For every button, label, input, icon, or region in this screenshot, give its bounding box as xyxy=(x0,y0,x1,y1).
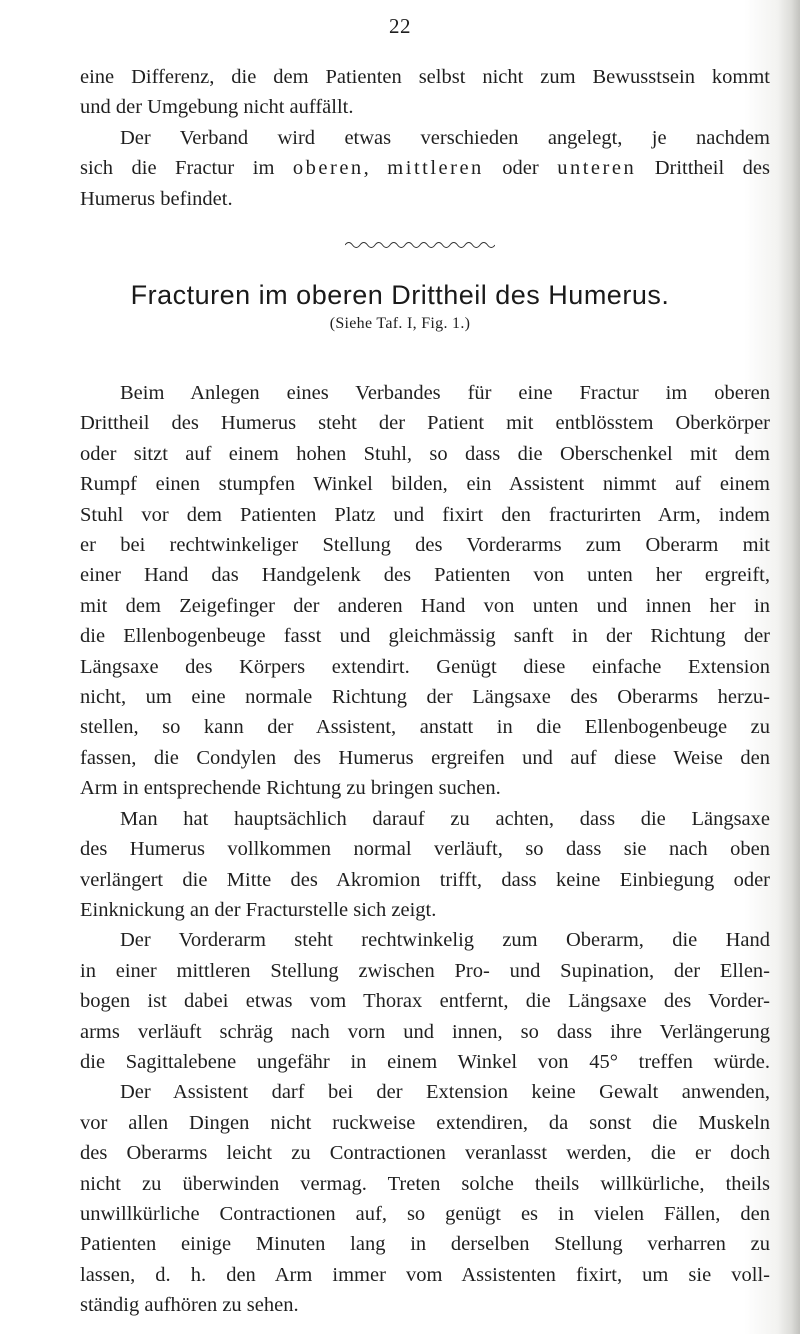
text-line: nicht zu überwinden vermag. Treten solche theils willkürliche, theils xyxy=(80,1172,770,1195)
figure-reference: (Siehe Taf. I, Fig. 1.) xyxy=(329,315,471,332)
spaced-word-unteren: unteren xyxy=(557,157,637,180)
text-line: lassen, d. h. den Arm immer vom Assistenten fixirt, um sie voll- xyxy=(80,1263,770,1286)
text-line: Der Assistent darf bei der Extension keine Gewalt anwenden, xyxy=(120,1081,770,1104)
text-line: fassen, die Condylen des Humerus ergreifen und auf diese Weise den xyxy=(80,746,770,769)
text-line: Stuhl vor dem Patienten Platz und fixirt den fracturirten Arm, indem xyxy=(80,503,770,526)
text-line: Der Verband wird etwas verschieden angelegt, je nachdem xyxy=(120,126,770,149)
text-line: die Sagittalebene ungefähr in einem Winkel von 45° treffen würde. xyxy=(80,1050,770,1073)
text-line: verlängert die Mitte des Akromion trifft, dass keine Einbiegung oder xyxy=(80,868,770,891)
intro-text xyxy=(80,62,770,214)
text-line: ständig aufhören zu sehen. xyxy=(80,1294,299,1317)
text-fragment: Drittheil des xyxy=(636,157,770,180)
text-line: stellen, so kann der Assistent, anstatt in die Ellenbogenbeuge zu xyxy=(80,716,770,739)
spaced-word-oberen: oberen xyxy=(292,157,364,180)
body-text xyxy=(80,378,770,1321)
text-fragment: oder xyxy=(483,157,558,180)
section-title: Fracturen im oberen Drittheil des Humerus. xyxy=(130,280,670,310)
text-line: Humerus befindet. xyxy=(80,187,233,210)
text-line: Patienten einige Minuten lang in derselben Stellung verharren zu xyxy=(80,1233,770,1256)
text-fragment: , xyxy=(363,157,388,180)
text-line: Längsaxe des Körpers extendirt. Genügt diese einfache Extension xyxy=(80,655,770,678)
spaced-word-mittleren: mittleren xyxy=(387,157,484,180)
text-line: er bei rechtwinkeliger Stellung des Vorderarms zum Oberarm mit xyxy=(80,534,770,557)
text-fragment: sich die Fractur im xyxy=(80,157,293,180)
text-line: Der Vorderarm steht rechtwinkelig zum Oberarm, die Hand xyxy=(120,929,770,952)
text-line: nicht, um eine normale Richtung der Längsaxe des Oberarms herzu- xyxy=(80,686,770,709)
text-line: mit dem Zeigefinger der anderen Hand von unten und innen her in xyxy=(80,594,770,617)
text-line: des Oberarms leicht zu Contractionen veranlasst werden, die er doch xyxy=(80,1142,770,1165)
text-line: bogen ist dabei etwas vom Thorax entfernt, die Längsaxe des Vorder- xyxy=(80,990,770,1013)
text-line: die Ellenbogenbeuge fasst und gleichmässig sanft in der Richtung der xyxy=(80,625,770,648)
text-line: Rumpf einen stumpfen Winkel bilden, ein Assistent nimmt auf einem xyxy=(80,473,770,496)
wavy-divider-ornament xyxy=(345,240,495,250)
text-line: vor allen Dingen nicht ruckweise extendiren, da sonst die Muskeln xyxy=(80,1111,770,1134)
text-line-spaced xyxy=(80,153,770,183)
text-line: Beim Anlegen eines Verbandes für eine Fractur im oberen xyxy=(120,382,770,404)
text-line: des Humerus vollkommen normal verläuft, so dass sie nach oben xyxy=(80,838,770,861)
text-line: Man hat hauptsächlich darauf zu achten, dass die Längsaxe xyxy=(120,807,770,830)
text-line: eine Differenz, die dem Patienten selbst nicht zum Bewusstsein kommt xyxy=(80,66,770,88)
text-line: Arm in entsprechende Richtung zu bringen suchen. xyxy=(80,777,501,800)
text-line: oder sitzt auf einem hohen Stuhl, so dass die Oberschenkel mit dem xyxy=(80,442,770,465)
text-line: in einer mittleren Stellung zwischen Pro- und Supination, der Ellen- xyxy=(80,959,770,982)
text-line: unwillkürliche Contractionen auf, so genügt es in vielen Fällen, den xyxy=(80,1202,770,1225)
page-edge-shadow xyxy=(778,0,800,1334)
text-line: einer Hand das Handgelenk des Patienten von unten her ergreift, xyxy=(80,564,770,587)
text-line: Drittheil des Humerus steht der Patient mit entblösstem Oberkörper xyxy=(80,412,770,435)
text-line: arms verläuft schräg nach vorn und innen, so dass ihre Verlängerung xyxy=(80,1020,770,1043)
page-number: 22 xyxy=(389,14,411,38)
text-line: und der Umgebung nicht auffällt. xyxy=(80,96,354,119)
text-line: Einknickung an der Fracturstelle sich zeigt. xyxy=(80,898,437,921)
